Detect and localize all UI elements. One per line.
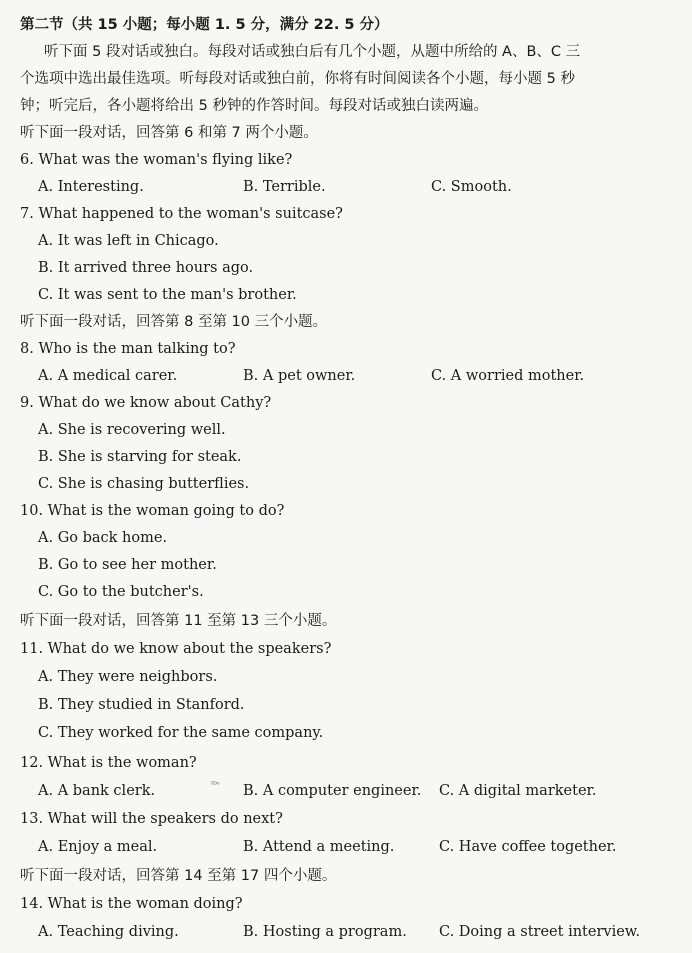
question-number: 12. [20, 755, 44, 771]
question-text: What do we know about the speakers? [47, 641, 332, 657]
question-12 [20, 752, 197, 774]
options-row [38, 365, 584, 387]
question-14 [20, 893, 243, 915]
question-number: 13. [20, 811, 44, 827]
option-c: C. Have coffee together. [439, 839, 617, 855]
option-c: C. It was sent to the man's brother. [38, 287, 297, 303]
instructions-line-1: 听下面 5 段对话或独白。每段对话或独白后有几个小题，从题中所给的 A、B、C 三 [44, 44, 581, 60]
option-a: A. Interesting. [38, 179, 144, 195]
options-row [38, 921, 640, 943]
option-b: B. Go to see her mother. [38, 557, 217, 573]
option-a: A. Enjoy a meal. [38, 839, 158, 855]
question-number: 10. [20, 503, 44, 519]
question-11 [20, 638, 331, 660]
group-intro: 听下面一段对话，回答第 11 至第 13 三个小题。 [20, 613, 337, 629]
option-c: C. A digital marketer. [439, 783, 597, 799]
question-text: Who is the man talking to? [38, 341, 236, 357]
question-number: 14. [20, 896, 44, 912]
instructions-line-3: 钟；听完后，各小题将给出 5 秒钟的作答时间。每段对话或独白读两遍。 [20, 98, 488, 114]
question-8 [20, 338, 236, 360]
question-number: 8. [20, 341, 34, 357]
option-b: B. A pet owner. [243, 368, 356, 384]
question-text: What is the woman doing? [47, 896, 243, 912]
option-c: C. Doing a street interview. [439, 924, 641, 940]
question-number: 9. [20, 395, 34, 411]
question-9 [20, 392, 271, 414]
option-a: A. They were neighbors. [38, 669, 218, 685]
question-text: What is the woman? [47, 755, 197, 771]
instructions-line-2: 个选项中选出最佳选项。听每段对话或独白前，你将有时间阅读各个小题，每小题 5 秒 [20, 71, 575, 87]
option-a: A. Go back home. [38, 530, 168, 546]
option-a: A. It was left in Chicago. [38, 233, 219, 249]
question-10 [20, 500, 284, 522]
question-number: 6. [20, 152, 34, 168]
option-a: A. A bank clerk. [38, 783, 156, 799]
question-text: What was the woman's flying like? [38, 152, 293, 168]
print-speck: ᴵᴰˢ [211, 780, 220, 789]
options-row [38, 780, 596, 802]
section-header: 第二节（共 15 小题；每小题 1. 5 分，满分 22. 5 分） [20, 17, 389, 33]
group-intro: 听下面一段对话，回答第 14 至第 17 四个小题。 [20, 868, 337, 884]
question-7 [20, 203, 343, 225]
group-intro: 听下面一段对话，回答第 6 和第 7 两个小题。 [20, 125, 318, 141]
option-c: C. Smooth. [431, 179, 512, 195]
option-b: B. She is starving for steak. [38, 449, 242, 465]
options-row [38, 836, 617, 858]
question-13 [20, 808, 283, 830]
option-b: B. Attend a meeting. [243, 839, 395, 855]
question-number: 11. [20, 641, 44, 657]
question-number: 7. [20, 206, 34, 222]
question-text: What happened to the woman's suitcase? [38, 206, 343, 222]
option-c: C. Go to the butcher's. [38, 584, 204, 600]
question-text: What is the woman going to do? [47, 503, 285, 519]
question-text: What will the speakers do next? [47, 811, 283, 827]
option-a: A. She is recovering well. [38, 422, 226, 438]
option-a: A. A medical carer. [38, 368, 178, 384]
options-row [38, 176, 512, 198]
option-b: B. They studied in Stanford. [38, 697, 245, 713]
question-text: What do we know about Cathy? [38, 395, 272, 411]
option-c: C. A worried mother. [431, 368, 585, 384]
option-b: B. Hosting a program. [243, 924, 407, 940]
option-b: B. Terrible. [243, 179, 326, 195]
option-c: C. They worked for the same company. [38, 725, 324, 741]
group-intro: 听下面一段对话，回答第 8 至第 10 三个小题。 [20, 314, 328, 330]
option-b: B. It arrived three hours ago. [38, 260, 254, 276]
option-b: B. A computer engineer. [243, 783, 422, 799]
option-c: C. She is chasing butterflies. [38, 476, 250, 492]
question-6 [20, 149, 292, 171]
option-a: A. Teaching diving. [38, 924, 179, 940]
